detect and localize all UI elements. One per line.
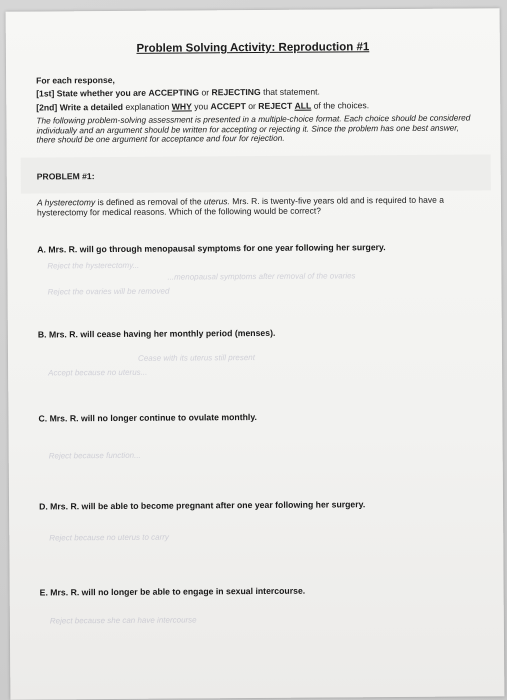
step2-explanation: explanation — [125, 101, 170, 112]
choice-a: A. Mrs. R. will go through menopausal symptoms for one year following her surgery. — [37, 242, 386, 255]
stem-term: A hysterectomy — [36, 197, 96, 208]
bleed-text-b2: Accept because no uterus... — [48, 367, 148, 378]
bleed-text-a2: ...menopausal symptoms after removal of the ovaries — [167, 271, 356, 282]
step2-text-i: of the choices. — [313, 100, 370, 111]
step2-all: ALL — [294, 100, 312, 111]
problem-stem — [37, 195, 467, 218]
step1-marker: [1st] — [36, 88, 55, 99]
stem-question: Mrs. R. is twenty-five years old and is required to have a hysterectomy for medical reasons. Which of the following would be correct? — [36, 194, 444, 218]
bleed-text-c1: Reject because function... — [48, 450, 141, 461]
step1-text-e: that statement. — [263, 86, 320, 97]
instruction-step-1 — [36, 87, 320, 99]
step1-accepting: ACCEPTING — [148, 87, 200, 98]
bleed-text-a3: Reject the ovaries will be removed — [47, 286, 170, 297]
choice-c: C. Mrs. R. will no longer continue to ovulate monthly. — [38, 411, 257, 424]
instructions-note: The following problem-solving assessment is presented in a multiple-choice format. Each choice should be considered individually and an argument should be written for accepting or rejecting it. Since the problem has one best answer, there should be one argument for acceptance and four for rejection. — [36, 112, 471, 145]
bleed-text-b1: Cease with its uterus still present — [137, 353, 255, 363]
step2-reject: REJECT — [258, 100, 293, 111]
step2-accept: ACCEPT — [210, 101, 246, 112]
choice-b: B. Mrs. R. will cease having her monthly period (menses). — [37, 327, 276, 340]
bleed-text-e1: Reject because she can have intercourse — [49, 615, 197, 626]
step1-text-a: State whether you are — [56, 87, 147, 99]
step2-marker: [2nd] — [36, 102, 58, 113]
instruction-step-2 — [36, 100, 369, 112]
worksheet-page — [6, 8, 505, 699]
bleed-text-d1: Reject because no uterus to carry — [49, 532, 169, 543]
step2-you: you — [194, 101, 209, 112]
step2-why: WHY — [171, 101, 192, 112]
step2-or: or — [248, 100, 256, 112]
bleed-text-a1: Reject the hysterectomy... — [47, 260, 140, 271]
step1-rejecting: REJECTING — [211, 86, 261, 98]
stem-organ: uterus. — [203, 196, 230, 207]
page-title: Problem Solving Activity: Reproduction #1 — [136, 41, 370, 55]
choice-e: E. Mrs. R. will no longer be able to engage in sexual intercourse. — [39, 585, 306, 598]
step2-text-a: Write a detailed — [59, 101, 124, 113]
choice-d: D. Mrs. R. will be able to become pregnant after one year following her surgery. — [39, 499, 366, 512]
step1-or: or — [201, 87, 210, 98]
stem-definition: is defined as removal of the — [97, 196, 202, 208]
instructions-heading: For each response, — [36, 74, 115, 86]
problem-label: PROBLEM #1: — [36, 171, 95, 182]
